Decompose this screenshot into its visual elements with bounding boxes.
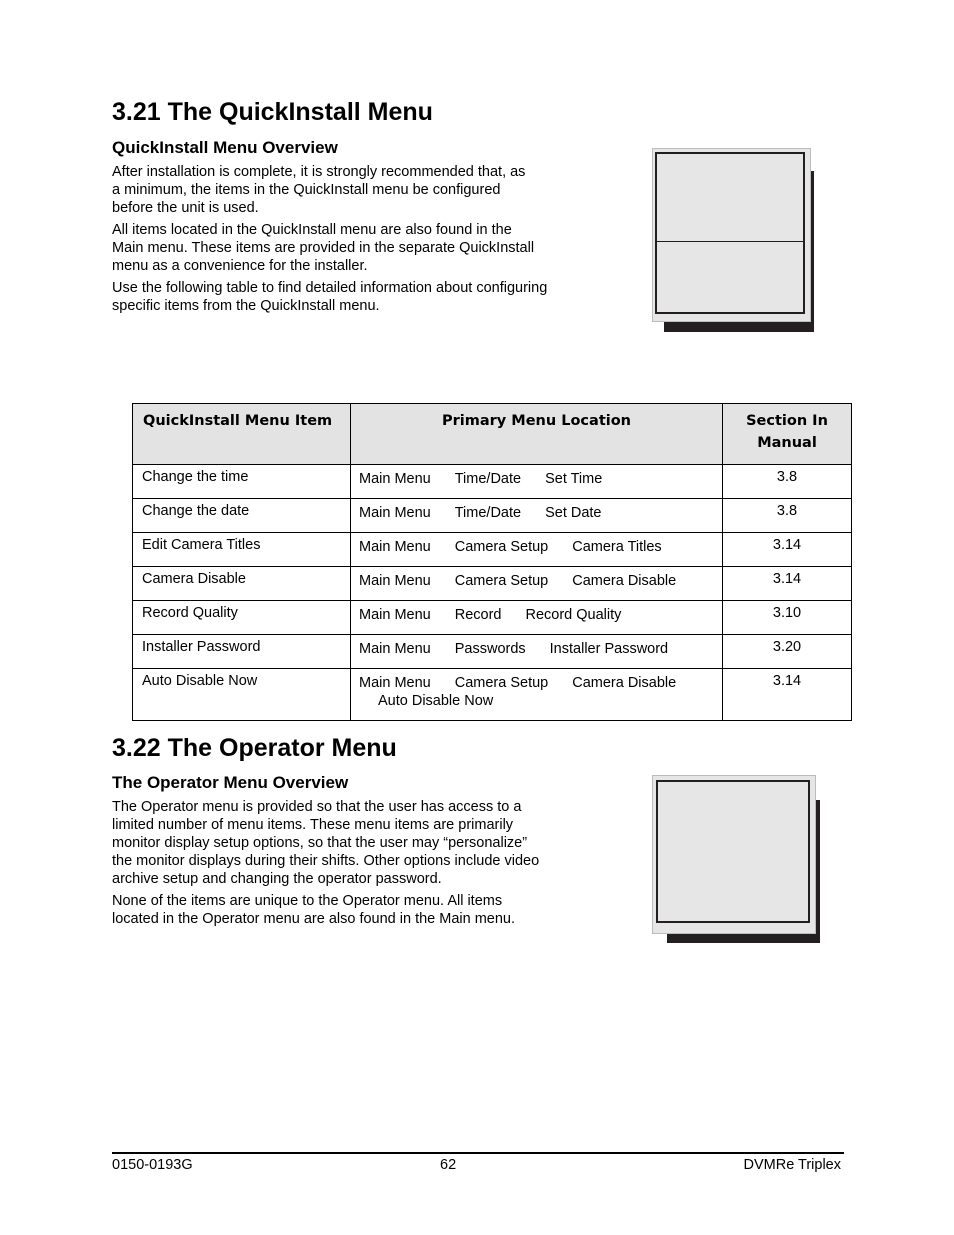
table-row bbox=[133, 601, 852, 635]
section-cell: 3.14 bbox=[723, 567, 852, 601]
section-cell: 3.8 bbox=[723, 465, 852, 499]
menu-item-cell: Edit Camera Titles bbox=[133, 533, 351, 567]
table-row bbox=[133, 567, 852, 601]
menu-item-cell: Change the date bbox=[133, 499, 351, 533]
menu-item-cell: Record Quality bbox=[133, 601, 351, 635]
section-cell: 3.8 bbox=[723, 499, 852, 533]
menu-location-cell: Main Menu Passwords Installer Password bbox=[351, 635, 723, 669]
paragraph: All items located in the QuickInstall menu are also found in the Main menu. These items are provided in the separate QuickInstall menu as a convenience for the installer. bbox=[112, 222, 535, 274]
section-heading-quickinstall: 3.21 The QuickInstall Menu bbox=[112, 98, 433, 126]
paragraph: After installation is complete, it is strongly recommended that, as a minimum, the items in the QuickInstall menu be configured before the unit is used. bbox=[112, 164, 526, 216]
table-row bbox=[133, 635, 852, 669]
footer-page-number: 62 bbox=[440, 1157, 457, 1173]
quickinstall-menu-table bbox=[132, 403, 852, 721]
menu-location-cell: Main Menu Time/Date Set Date bbox=[351, 499, 723, 533]
footer-rule bbox=[112, 1152, 844, 1154]
table-row bbox=[133, 533, 852, 567]
subheading-quickinstall-overview: QuickInstall Menu Overview bbox=[112, 138, 338, 157]
section-cell: 3.14 bbox=[723, 669, 852, 721]
paragraph: Use the following table to find detailed information about configuring specific items from the QuickInstall menu. bbox=[112, 280, 548, 314]
section-heading-operator: 3.22 The Operator Menu bbox=[112, 734, 397, 762]
quickinstall-overview-text bbox=[112, 163, 592, 319]
table-row bbox=[133, 465, 852, 499]
menu-location-cell: Main Menu Time/Date Set Time bbox=[351, 465, 723, 499]
menu-location-cell: Main Menu Record Record Quality bbox=[351, 601, 723, 635]
paragraph: None of the items are unique to the Operator menu. All items located in the Operator menu are also found in the Main menu. bbox=[112, 893, 516, 927]
menu-item-cell: Installer Password bbox=[133, 635, 351, 669]
section-cell: 3.10 bbox=[723, 601, 852, 635]
paragraph: The Operator menu is provided so that the user has access to a limited number of menu items. These menu items are primarily monitor display setup options, so that the user may “personalize” the monitor displays during their shifts. Other options include video archive setup and changing the operator password. bbox=[112, 799, 540, 887]
screenshot-screen bbox=[656, 780, 810, 923]
subheading-operator-overview: The Operator Menu Overview bbox=[112, 773, 349, 792]
table-row bbox=[133, 669, 852, 721]
menu-location-cell: Main Menu Camera Setup Camera Titles bbox=[351, 533, 723, 567]
menu-location-cell: Main Menu Camera Setup Camera Disable bbox=[351, 567, 723, 601]
menu-item-cell: Change the time bbox=[133, 465, 351, 499]
menu-item-cell: Auto Disable Now bbox=[133, 669, 351, 721]
column-header-location: Primary Menu Location bbox=[351, 404, 723, 465]
operator-overview-text bbox=[112, 798, 602, 932]
footer-product: DVMRe Triplex bbox=[743, 1157, 841, 1173]
column-header-item: QuickInstall Menu Item bbox=[133, 404, 351, 465]
column-header-section: Section In Manual bbox=[723, 404, 852, 465]
screenshot-screen bbox=[655, 152, 805, 314]
screenshot-divider bbox=[657, 241, 803, 242]
menu-location-cell: Main Menu Camera Setup Camera Disable Auto Disable Now bbox=[351, 669, 723, 721]
footer-doc-number: 0150-0193G bbox=[112, 1157, 193, 1173]
table-row bbox=[133, 499, 852, 533]
section-cell: 3.20 bbox=[723, 635, 852, 669]
menu-item-cell: Camera Disable bbox=[133, 567, 351, 601]
section-cell: 3.14 bbox=[723, 533, 852, 567]
